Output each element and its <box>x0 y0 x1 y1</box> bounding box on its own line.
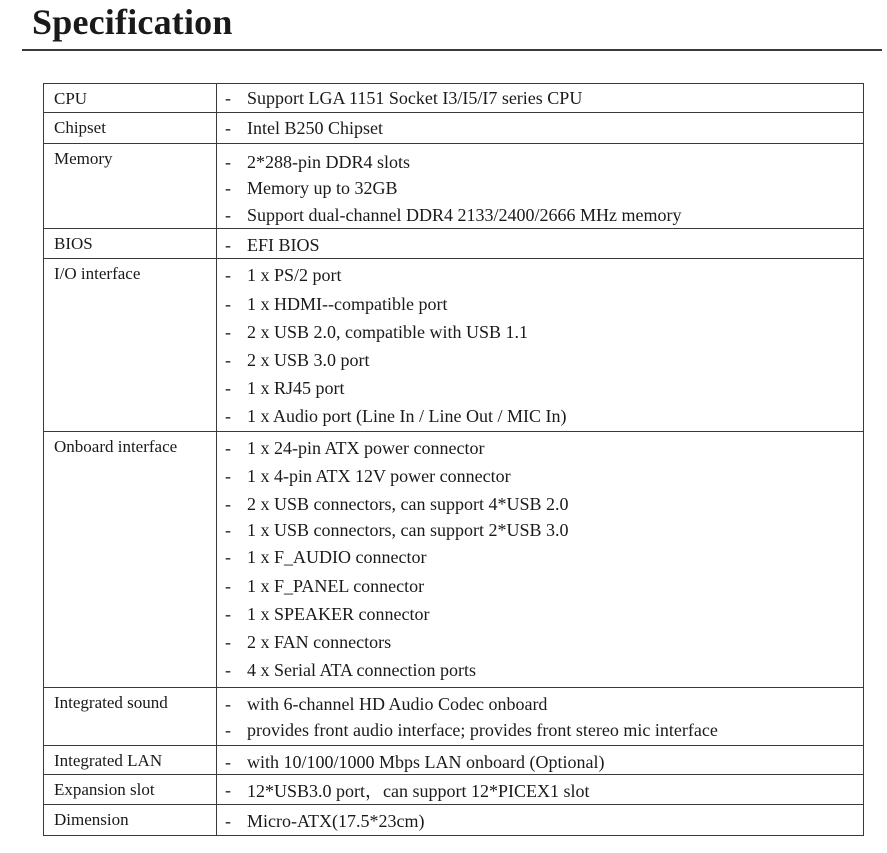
spec-item <box>225 517 568 543</box>
bullet-dash: - <box>225 719 231 740</box>
spec-label-cell <box>44 229 217 259</box>
spec-label: CPU <box>54 89 88 108</box>
spec-item-text: Intel B250 Chipset <box>247 117 383 138</box>
spec-row <box>44 775 864 805</box>
spec-item <box>225 629 391 655</box>
page-title: Specification <box>32 2 233 42</box>
spec-item <box>225 717 718 743</box>
bullet-dash: - <box>225 493 231 514</box>
spec-label-cell <box>44 775 217 805</box>
bullet-dash: - <box>225 575 231 596</box>
spec-label: BIOS <box>54 234 93 253</box>
spec-row <box>44 84 864 113</box>
spec-item <box>225 319 528 345</box>
spec-item-text: 1 x 4-pin ATX 12V power connector <box>247 465 511 486</box>
spec-item-text: Support LGA 1151 Socket I3/I5/I7 series CPU <box>247 87 583 108</box>
bullet-dash: - <box>225 603 231 624</box>
spec-label-cell <box>44 144 217 229</box>
spec-row <box>44 229 864 259</box>
bullet-dash: - <box>225 321 231 342</box>
spec-item <box>225 657 476 683</box>
spec-label-cell <box>44 84 217 113</box>
spec-item <box>225 291 447 317</box>
spec-item <box>225 544 426 570</box>
spec-item-text: Support dual-channel DDR4 2133/2400/2666 MHz memory <box>247 204 682 225</box>
bullet-dash: - <box>225 405 231 426</box>
spec-row <box>44 805 864 836</box>
spec-item <box>225 115 383 141</box>
spec-item-text: 4 x Serial ATA connection ports <box>247 659 477 680</box>
spec-item <box>225 808 424 834</box>
bullet-dash: - <box>225 751 231 772</box>
bullet-dash: - <box>225 151 231 172</box>
spec-item <box>225 149 410 175</box>
spec-item-text: 1 x Audio port (Line In / Line Out / MIC In) <box>247 405 567 426</box>
spec-item <box>225 202 681 228</box>
spec-item-text: 2 x USB 2.0, compatible with USB 1.1 <box>247 321 529 342</box>
bullet-dash: - <box>225 377 231 398</box>
spec-label-cell <box>44 805 217 836</box>
spec-values-cell <box>217 688 864 746</box>
bullet-dash: - <box>225 264 231 285</box>
spec-item <box>225 175 398 201</box>
spec-item-text: 12*USB3.0 port，can support 12*PICEX1 slot <box>247 781 590 801</box>
spec-item <box>225 435 484 461</box>
spec-values-cell <box>217 775 864 805</box>
spec-item-text: 1 x 24-pin ATX power connector <box>247 437 485 458</box>
spec-item <box>225 85 582 111</box>
spec-values-cell <box>217 229 864 259</box>
spec-values-cell <box>217 113 864 144</box>
spec-item-text: 1 x PS/2 port <box>247 264 342 285</box>
spec-values-cell <box>217 805 864 836</box>
spec-item-text: Memory up to 32GB <box>247 177 398 198</box>
spec-item-text: 1 x F_AUDIO connector <box>247 546 427 567</box>
bullet-dash: - <box>225 519 231 540</box>
bullet-dash: - <box>225 293 231 314</box>
spec-item-text: EFI BIOS <box>247 234 320 255</box>
spec-label-cell <box>44 746 217 775</box>
bullet-dash: - <box>225 546 231 567</box>
spec-item <box>225 749 604 775</box>
spec-item-text: 2 x FAN connectors <box>247 631 392 652</box>
spec-item-text: 1 x USB connectors, can support 2*USB 3.0 <box>247 519 569 540</box>
spec-label-cell <box>44 688 217 746</box>
title-divider <box>22 49 882 51</box>
spec-label: Dimension <box>54 810 129 829</box>
spec-row <box>44 746 864 775</box>
spec-row <box>44 259 864 432</box>
spec-values-cell <box>217 84 864 113</box>
spec-label-cell <box>44 259 217 432</box>
spec-label: Memory <box>54 149 113 168</box>
spec-item <box>225 463 511 489</box>
spec-label-cell <box>44 432 217 688</box>
spec-row <box>44 688 864 746</box>
bullet-dash: - <box>225 693 231 714</box>
spec-values-cell <box>217 746 864 775</box>
spec-row <box>44 113 864 144</box>
spec-item-text: 1 x RJ45 port <box>247 377 345 398</box>
spec-label: Integrated LAN <box>54 751 163 770</box>
spec-item-text: with 6-channel HD Audio Codec onboard <box>247 693 548 714</box>
spec-values-cell <box>217 432 864 688</box>
spec-label: Expansion slot <box>54 780 155 799</box>
bullet-dash: - <box>225 117 231 138</box>
bullet-dash: - <box>225 810 231 831</box>
spec-item-text: 2*288-pin DDR4 slots <box>247 151 411 172</box>
spec-item-text: 2 x USB 3.0 port <box>247 349 370 370</box>
spec-item <box>225 777 590 803</box>
spec-item <box>225 573 424 599</box>
spec-values-cell <box>217 259 864 432</box>
bullet-dash: - <box>225 631 231 652</box>
spec-item <box>225 262 342 288</box>
spec-item <box>225 601 429 627</box>
bullet-dash: - <box>225 204 231 225</box>
spec-item <box>225 691 547 717</box>
spec-row <box>44 432 864 688</box>
bullet-dash: - <box>225 234 231 255</box>
spec-table-body <box>44 84 864 836</box>
spec-item <box>225 375 345 401</box>
spec-item-text: provides front audio interface; provides front stereo mic interface <box>247 719 718 740</box>
spec-label: Chipset <box>54 118 106 137</box>
spec-label-cell <box>44 113 217 144</box>
spec-item <box>225 232 320 258</box>
bullet-dash: - <box>225 659 231 680</box>
spec-item-text: Micro-ATX(17.5*23cm) <box>247 810 425 831</box>
spec-item-text: 2 x USB connectors, can support 4*USB 2.0 <box>247 493 569 514</box>
bullet-dash: - <box>225 465 231 486</box>
spec-item-text: with 10/100/1000 Mbps LAN onboard (Optional) <box>247 751 605 772</box>
spec-item-text: 1 x F_PANEL connector <box>247 575 425 596</box>
spec-label: Onboard interface <box>54 437 178 456</box>
spec-label: Integrated sound <box>54 693 168 712</box>
spec-row <box>44 144 864 229</box>
spec-item <box>225 491 568 517</box>
bullet-dash: - <box>225 349 231 370</box>
spec-item-text: 1 x HDMI--compatible port <box>247 293 448 314</box>
bullet-dash: - <box>225 779 231 800</box>
spec-table <box>43 83 864 836</box>
bullet-dash: - <box>225 437 231 458</box>
bullet-dash: - <box>225 87 231 108</box>
bullet-dash: - <box>225 177 231 198</box>
spec-item <box>225 403 566 429</box>
spec-item-text: 1 x SPEAKER connector <box>247 603 430 624</box>
spec-item <box>225 347 370 373</box>
spec-label: I/O interface <box>54 264 141 283</box>
spec-values-cell <box>217 144 864 229</box>
